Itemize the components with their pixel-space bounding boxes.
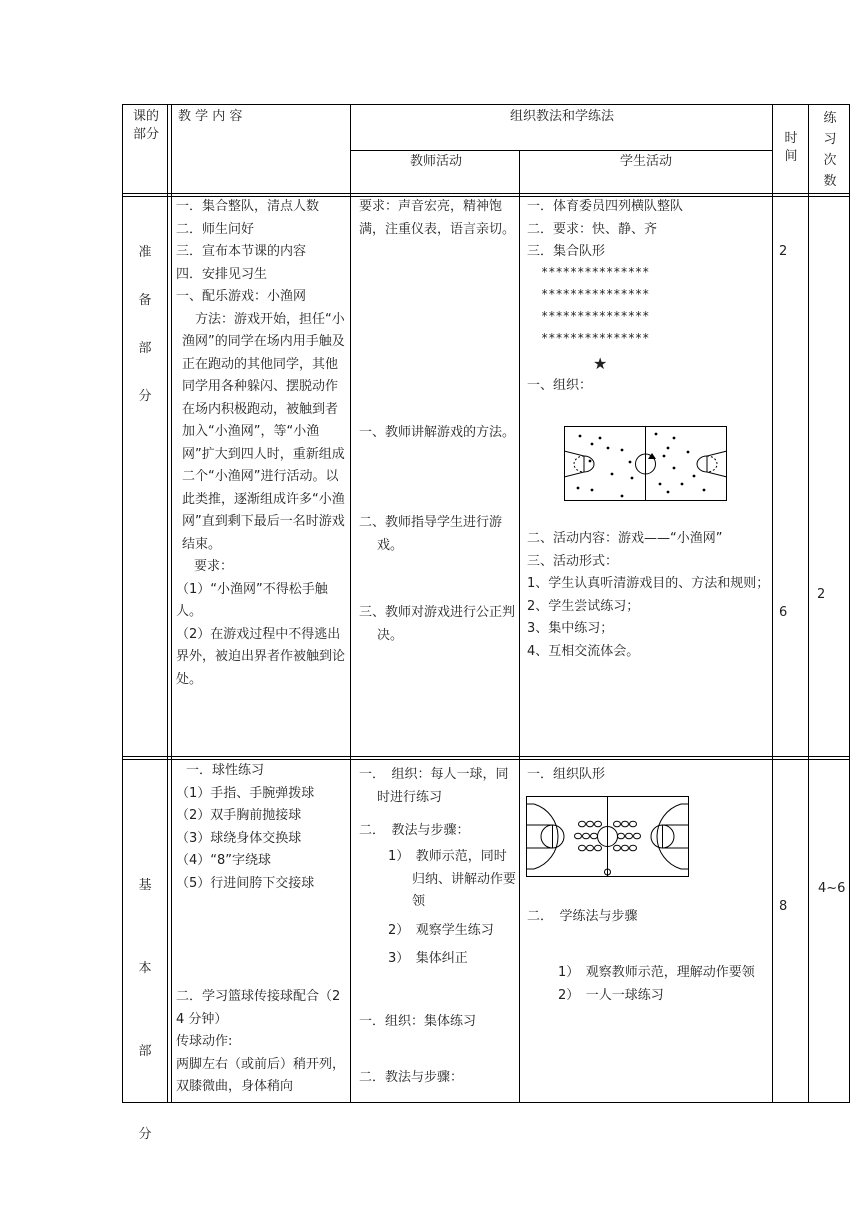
prep-teacher-req: 要求：声音宏亮，精神饱满，注重仪表，语言亲切。 (359, 199, 516, 237)
header-student: 学生活动 (619, 154, 672, 169)
basic-student-a: 一．组织队形 (527, 767, 606, 782)
basic-student-b: 二． 学练法与步骤 (527, 909, 638, 924)
basic-student-c: 1） 观察教师示范，理解动作要领 2） 一人一球练习 (558, 965, 755, 1003)
basic-teacher-a2: 二． 教法与步骤： (359, 823, 470, 838)
prep-org-label: 一、组织： (527, 378, 593, 393)
basic-count: 4~6 (818, 881, 846, 896)
basic-teacher-c1: 一．组织：集体练习 (359, 1014, 477, 1029)
game-court-diagram (564, 426, 728, 502)
prep-student-top: 一．体育委员四列横队整队 二．要求：快、静、齐 三．集合队形 (527, 199, 684, 259)
header-part: 课的 部分 (132, 109, 159, 142)
header-org: 组织教法和学练法 (509, 109, 614, 124)
header-teacher: 教师活动 (409, 154, 462, 169)
teacher-star-icon: ★ (593, 354, 608, 373)
prep-teacher-step-1: 一、教师讲解游戏的方法。 (359, 425, 516, 440)
basic-teacher-a1: 一． 组织：每人一球，同时进行练习 (359, 767, 509, 805)
basketball-court-diagram (526, 796, 690, 878)
prep-teacher-step-2: 二、教师指导学生进行游戏。 (359, 515, 503, 553)
prep-teacher-step-3: 三、教师对游戏进行公正判决。 (359, 605, 516, 643)
basic-label: 基 本 部 分 (138, 878, 152, 1142)
header-content: 教 学 内 容 (178, 109, 243, 124)
prep-count: 2 (817, 587, 826, 602)
lesson-plan-table (122, 104, 850, 1142)
prep-time-a: 2 (779, 244, 788, 259)
basic-teacher-b: 1） 教师示范，同时归纳、讲解动作要领 2） 观察学生练习 3） 集体纠正 (388, 849, 517, 966)
prep-label: 准 备 部 分 (138, 245, 152, 404)
formation-rows: *************** *************** *************** *************** (541, 265, 650, 345)
header-times: 练 习 次 数 (823, 111, 837, 189)
basic-content-a: 一．球性练习 （1）手指、手腕弹拨球 （2）双手胸前抛接球 （3）球绕身体交换球 （4）“8”字绕球 （5）行进间胯下交接球 (176, 763, 315, 891)
header-time: 时 间 (784, 131, 798, 164)
basic-teacher-c2: 二．教法与步骤： (359, 1070, 464, 1085)
prep-student-bottom: 二、活动内容：游戏——“小渔网” 三、活动形式： 1、学生认真听清游戏目的、方法和规则； 2、学生尝试练习； 3、集中练习； 4、互相交流体会。 (527, 531, 770, 659)
basic-time: 8 (779, 899, 788, 914)
basic-content-b: 二．学习篮球传接球配合（24 分钟） 传球动作: 两脚左右（或前后）稍开列，双膝微曲，身体稍向 (176, 989, 346, 1094)
prep-content: 一．集合整队，清点人数 二．师生问好 三．宣布本节课的内容 四．安排见习生 一、配乐游戏：小渔网 方法：游戏开始，担任“小渔网”的同学在场内用手触及正在跑动的其他同学，其他同学用各种躲闪、摆脱动作在场内积极跑动，被触到者加入“小渔网”，等“小渔网”扩大到四人时，重新组成二个“小渔网”进行活动。以此类推，逐渐组成许多“小渔网”直到剩下最后一名时游戏结束。 要求： （1）“小渔网”不得松手触人。 （2）在游戏过程中不得逃出界外，被迫出界者作被触到论处。 (176, 199, 346, 687)
prep-time-b: 6 (779, 605, 788, 620)
